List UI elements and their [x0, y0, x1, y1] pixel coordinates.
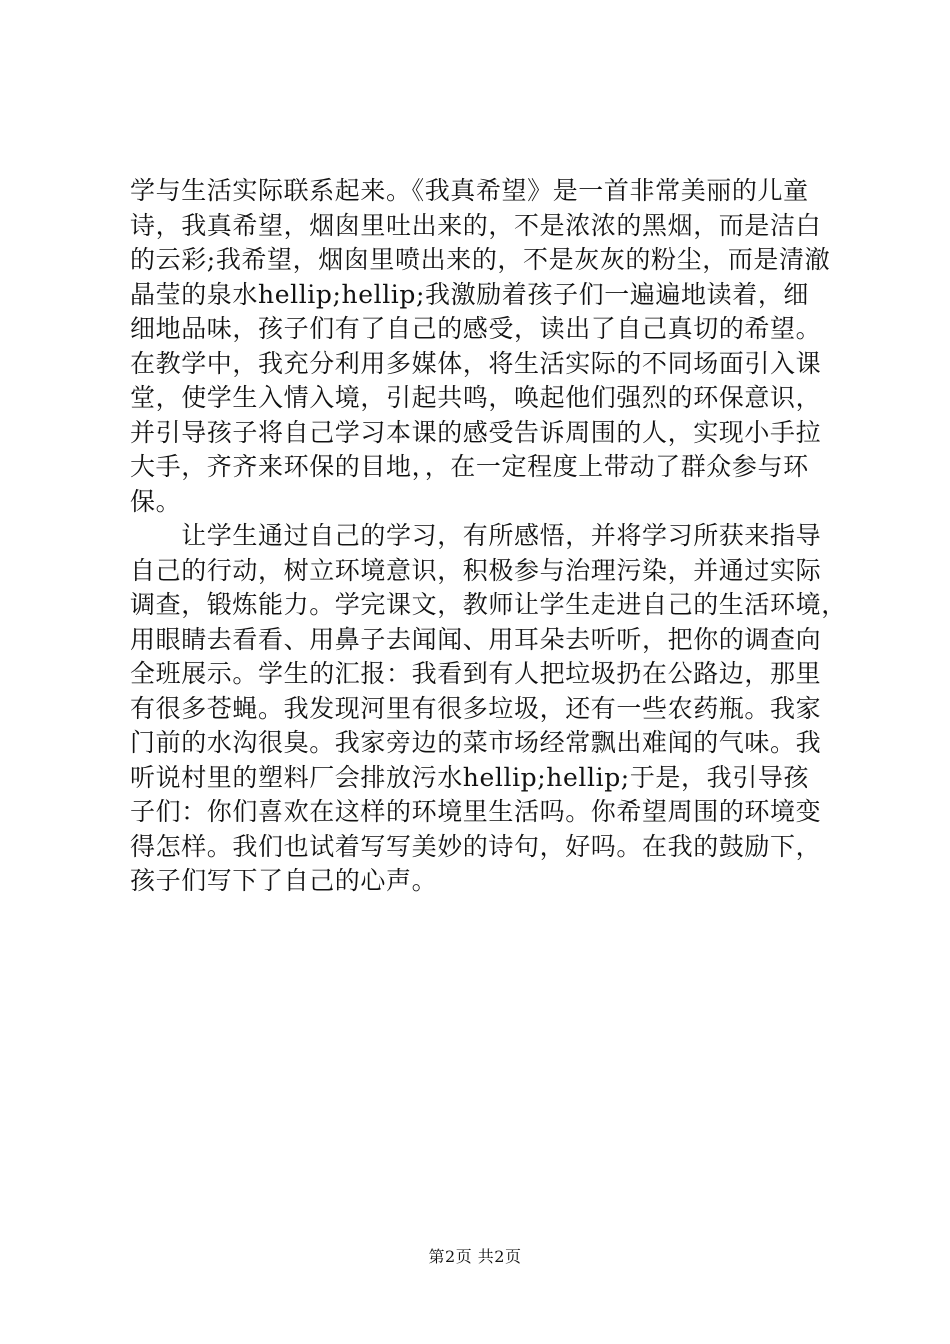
- text-line: 大手，齐齐来环保的目地，，在一定程度上带动了群众参与环: [130, 452, 809, 481]
- text-line: 诗，我真希望，烟囱里吐出来的，不是浓浓的黑烟，而是洁白: [130, 210, 822, 240]
- text-line: 子们：你们喜欢在这样的环境里生活吗。你希望周围的环境变: [130, 797, 822, 826]
- text-line: 调查，锻炼能力。学完课文，教师让学生走进自己的生活环境，: [130, 590, 847, 619]
- text-line: 堂，使学生入情入境，引起共鸣，唤起他们强烈的环保意识，: [130, 383, 822, 412]
- text-line: 有很多苍蝇。我发现河里有很多垃圾，还有一些农药瓶。我家: [130, 693, 822, 723]
- text-line: 的云彩;我希望，烟囱里喷出来的，不是灰灰的粉尘，而是清澈: [130, 245, 831, 274]
- text-line: 全班展示。学生的汇报：我看到有人把垃圾扔在公路边，那里: [130, 659, 822, 688]
- page-number-footer: 第2页 共2页: [428, 1247, 522, 1266]
- text-line: 自己的行动，树立环境意识，积极参与治理污染，并通过实际: [130, 555, 822, 585]
- document-body: [130, 174, 847, 899]
- text-line: 学与生活实际联系起来。《我真希望》是一首非常美丽的儿童: [130, 176, 809, 205]
- text-line: 听说村里的塑料厂会排放污水hellip;hellip;于是，我引导孩: [130, 762, 810, 792]
- text-line: 让学生通过自己的学习，有所感悟，并将学习所获来指导: [130, 521, 822, 550]
- text-line: 在教学中，我充分利用多媒体，将生活实际的不同场面引入课: [130, 348, 822, 378]
- text-line: 得怎样。我们也试着写写美妙的诗句，好吗。在我的鼓励下，: [130, 831, 822, 861]
- text-line: 并引导孩子将自己学习本课的感受告诉周围的人，实现小手拉: [130, 417, 822, 447]
- text-line: 门前的水沟很臭。我家旁边的菜市场经常飘出难闻的气味。我: [130, 728, 822, 757]
- text-line: 用眼睛去看看、用鼻子去闻闻、用耳朵去听听，把你的调查向: [130, 624, 822, 654]
- text-line: 细地品味，孩子们有了自己的感受，读出了自己真切的希望。: [130, 314, 822, 343]
- text-line: 晶莹的泉水hellip;hellip;我激励着孩子们一遍遍地读着，细: [130, 279, 810, 309]
- text-line: 保。: [130, 486, 182, 516]
- text-line: 孩子们写下了自己的心声。: [130, 866, 438, 895]
